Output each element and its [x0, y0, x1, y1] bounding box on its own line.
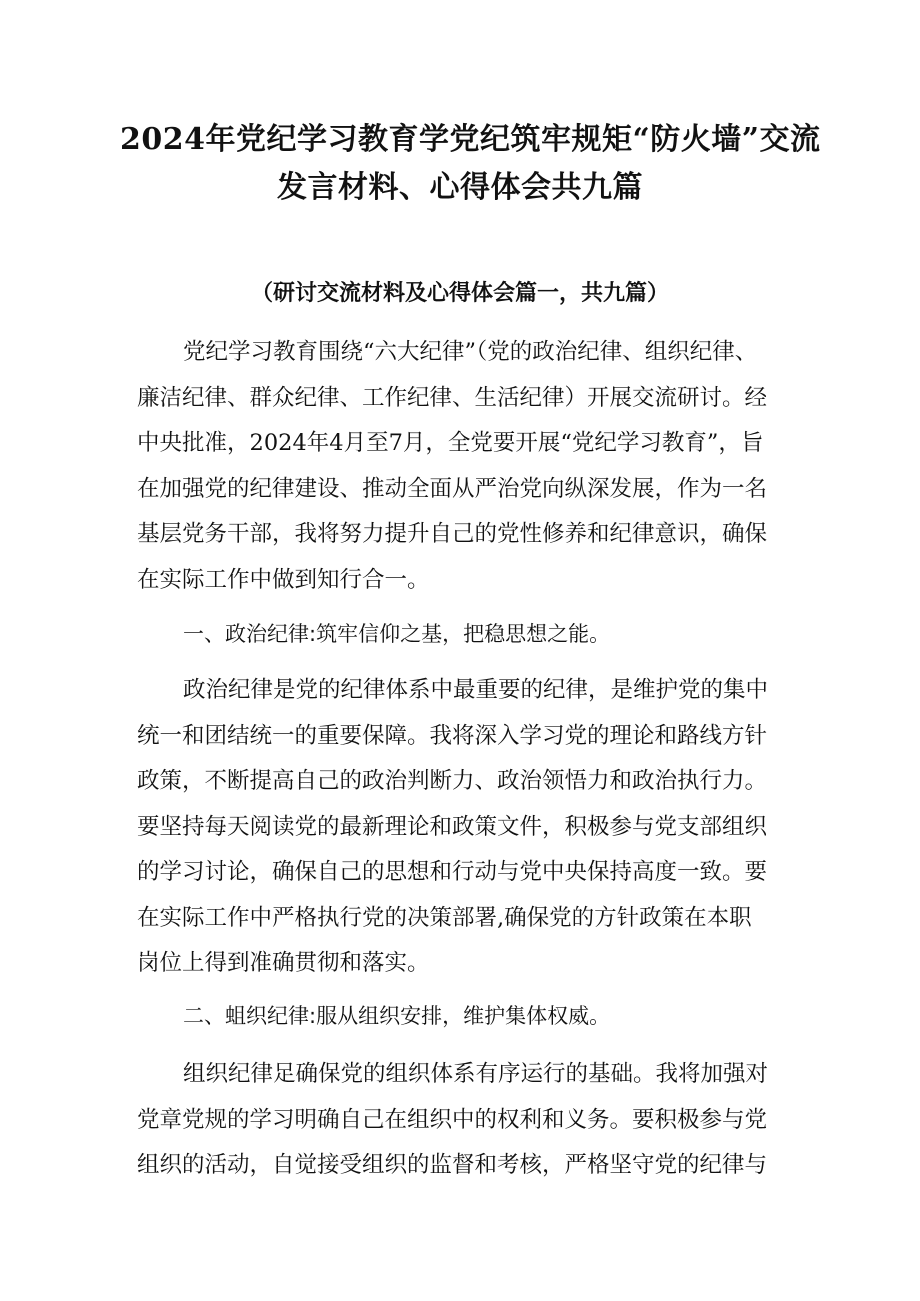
document-subtitle: （研讨交流材料及心得体会篇一，共九篇） [250, 280, 669, 306]
section-1-line: 在实际工作中严格执行党的决策部署,确保党的方针政策在本职 [137, 904, 752, 931]
section-2-heading: 二、蛆织纪律:服从组织安排，维护集体权威。 [183, 1004, 611, 1028]
intro-line: 在加强党的纪律建设、推动全面从严治党向纵深发展，作为一名 [137, 475, 768, 502]
intro-line: 中央批准，2024年4月至7月，全党要开展“党纪学习教育”，旨 [137, 430, 764, 456]
section-2-line: 组织纪律足确保党的组织体系有序运行的基础。我将加强对 [183, 1061, 769, 1087]
section-2-line: 党章党规的学习明确自己在组织中的权利和义务。要积极参与党 [137, 1106, 768, 1133]
section-1-line: 政治纪律是党的纪律体系中最重要的纪律，是维护党的集中 [183, 677, 769, 703]
intro-line: 基层党务干部，我将努力提升自己的党性修养和纪律意识，确保 [137, 521, 768, 547]
section-1-line: 政策，不断提高自己的政治判断力、政治领悟力和政治执行力。 [137, 768, 768, 794]
intro-line: 党纪学习教育围绕“六大纪律”（党的政治纪律、组织纪律、 [183, 339, 758, 365]
section-2-paragraph [137, 1052, 792, 1189]
document-title-line-1: 2024年党纪学习教育学党纪筑牢规矩“防火墙”交流 [120, 122, 821, 157]
section-1-heading: 一、政治纪律:筑牢信仰之基，把稳思想之能。 [183, 622, 611, 646]
intro-line: 在实际工作中做到知行合一。 [137, 566, 430, 593]
section-1-paragraph [137, 668, 792, 987]
section-1-line: 要坚持每天阅读党的最新理论和政策文件，积极参与党支部组织 [137, 813, 768, 840]
section-1-line: 统一和团结统一的重要保障。我将深入学习党的理论和路线方针 [137, 722, 768, 749]
section-1-line: 的学习讨论，确保自己的思想和行动与党中央保持高度一致。要 [137, 859, 768, 885]
section-1-line: 岗位上得到准确贯彻和落实。 [137, 950, 430, 976]
document-title-line-2: 发言材料、心得体会共九篇 [277, 170, 643, 205]
intro-paragraph [137, 330, 792, 603]
intro-line: 廉洁纪律、群众纪律、工作纪律、生活纪律）开展交流研讨。经 [137, 384, 768, 411]
section-2-line: 组织的活动，自觉接受组织的监督和考核，严格坚守党的纪律与 [137, 1152, 768, 1178]
